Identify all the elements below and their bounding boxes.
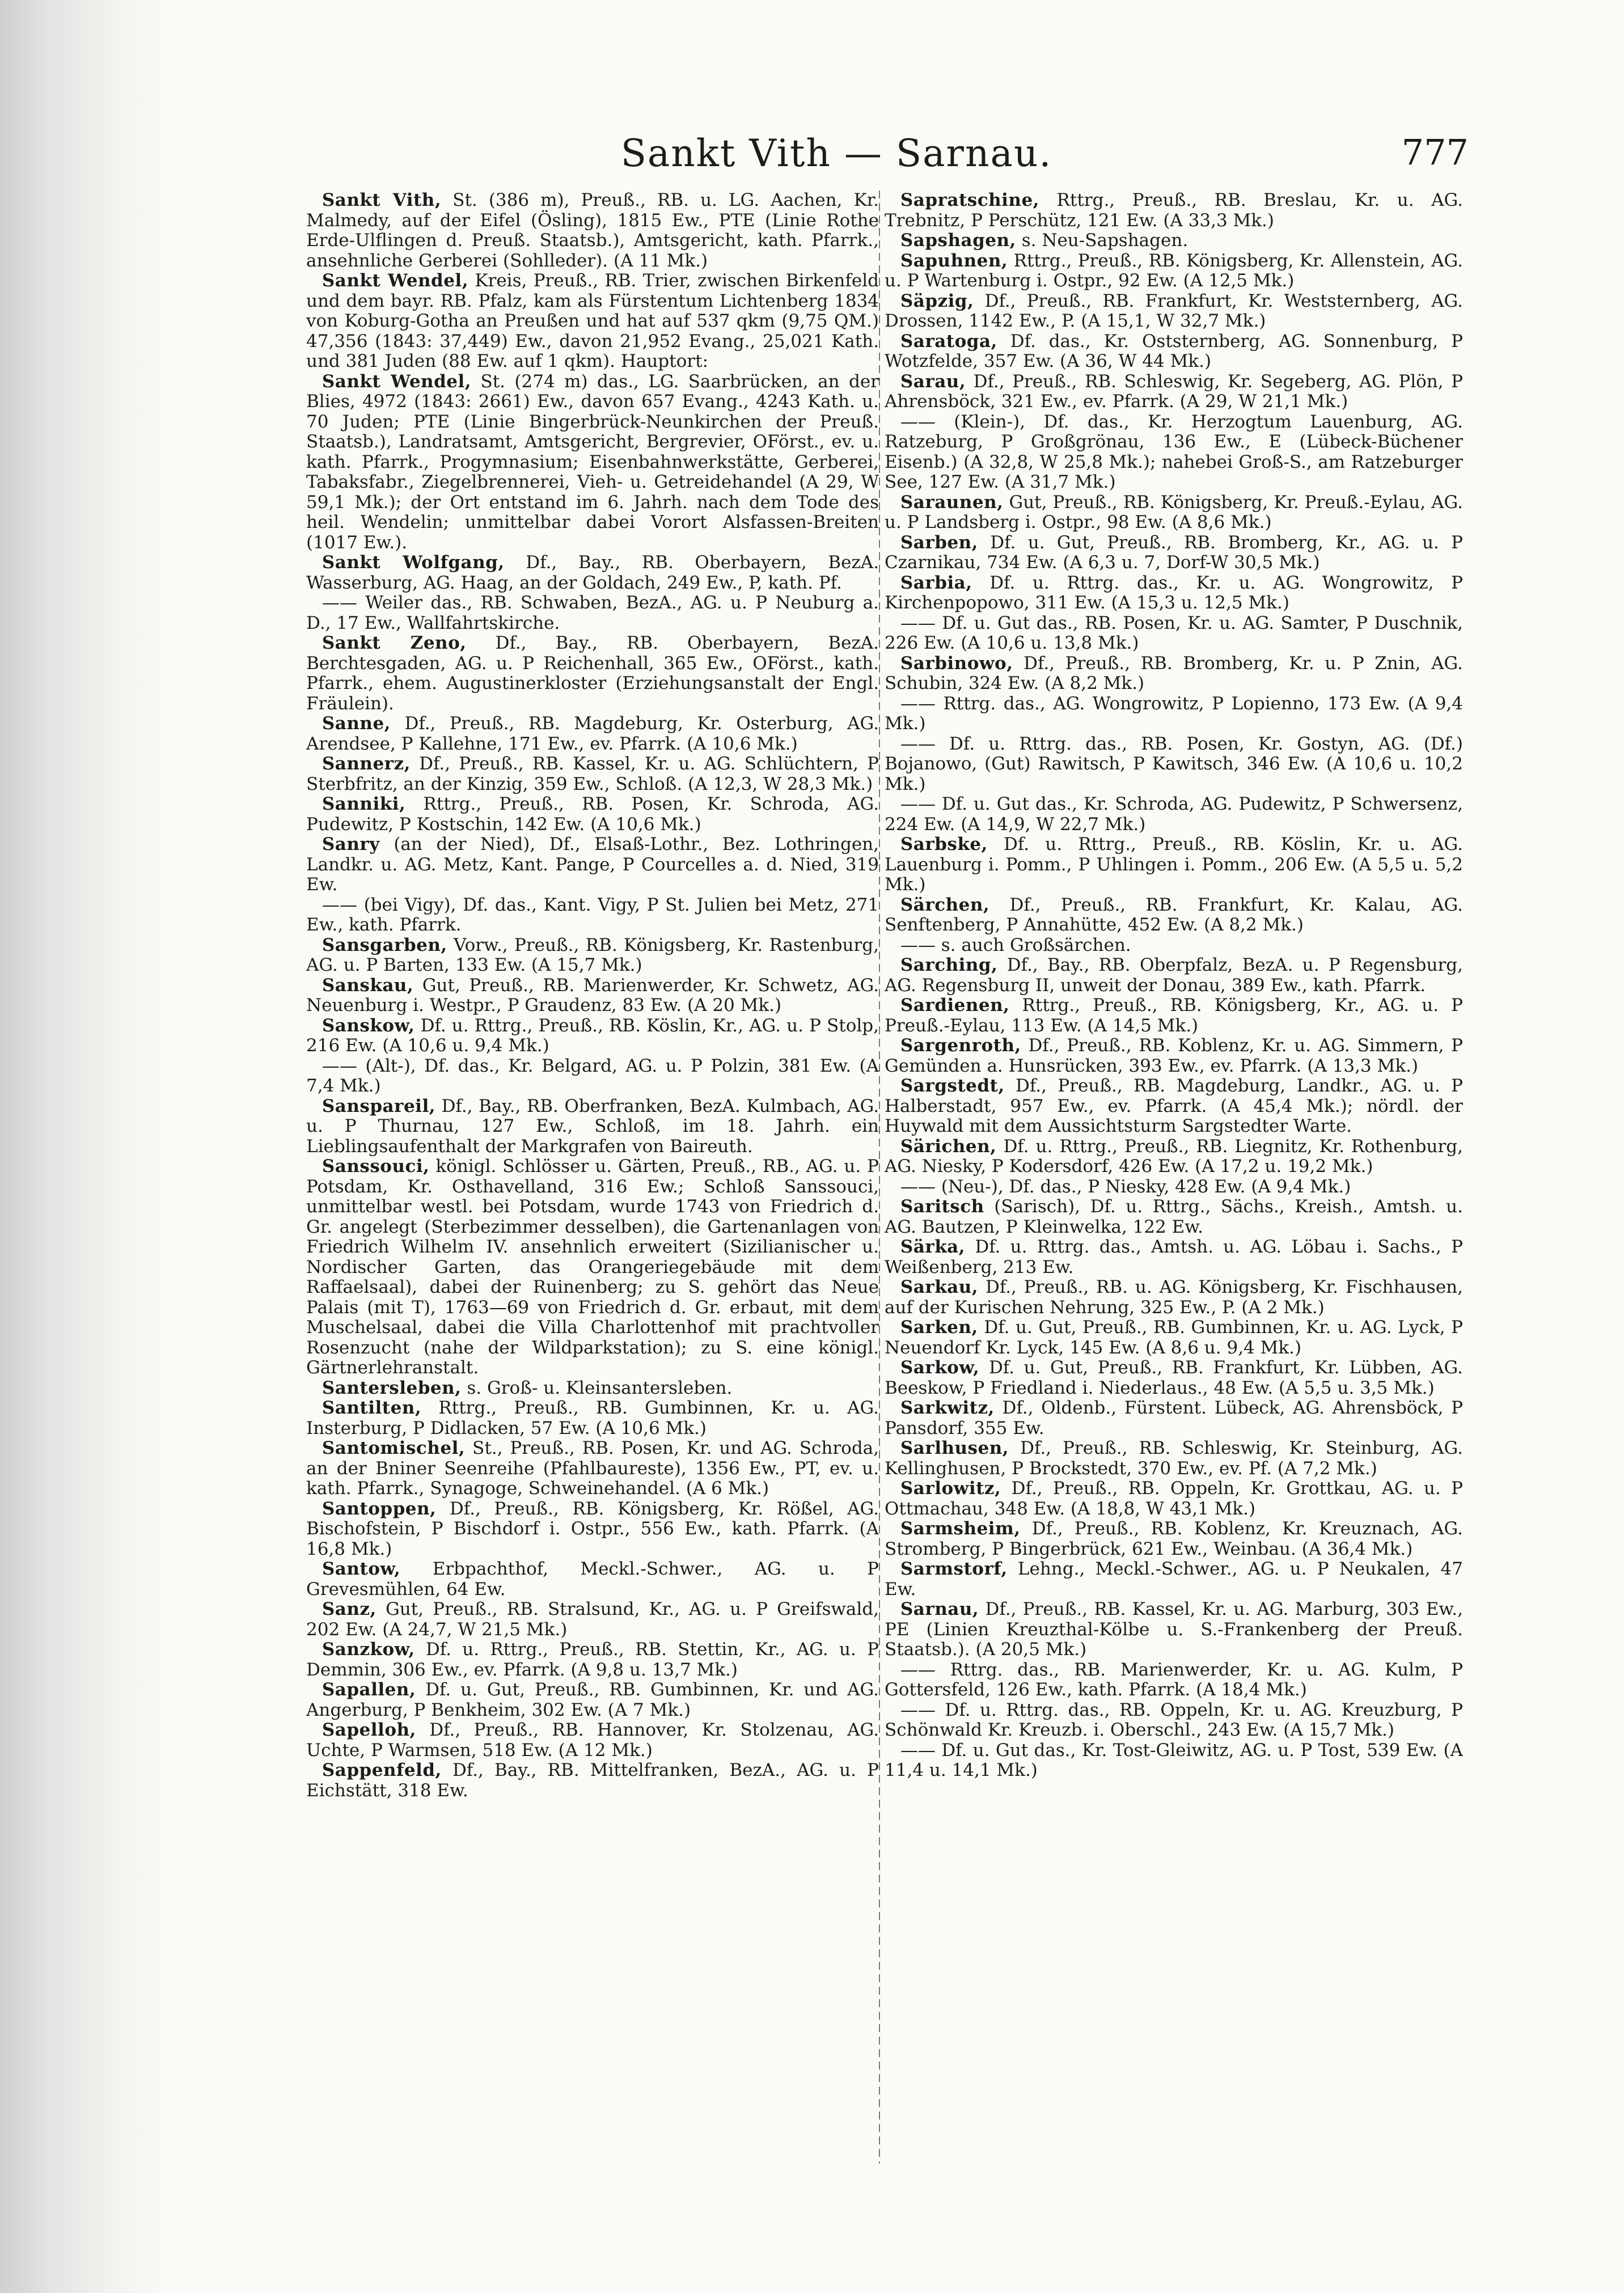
gazetteer-entry [306, 553, 879, 593]
gazetteer-entry [885, 1439, 1463, 1479]
entry-headword: Sapshagen, [900, 230, 1016, 251]
entry-text: Df., Preuß., RB. Magdeburg, Landkr., AG. u. P Halberstadt, 957 Ew., ev. Pfarrk. (A 45,4 Mk.); nördl. der Huywald mit dem Aussichtsturm Sargstedter Warte. [885, 1076, 1463, 1136]
entry-text: St. (274 m) das., LG. Saarbrücken, an der Blies, 4972 (1843: 2661) Ew., davon 657 Evang., 4243 Kath. u. 70 Juden; PTE (Linie Bingerbrück-Neunkirchen der Preuß. Staatsb.), Landratsamt, Amtsgericht, Bergrevier, OFörst., ev. u. kath. Pfarrk., Progymnasium; Eisenbahnwerkstätte, Gerberei, Tabaksfabr., Ziegelbrennerei, Vieh- u. Getreidehandel (A 29, W 59,1 Mk.); der Ort entstand im 6. Jahrh. nach dem Tode des heil. Wendelin; unmittelbar dabei Vorort Alsfassen-Breiten (1017 Ew.). [306, 371, 879, 553]
entry-headword: Sanskau, [322, 975, 414, 996]
entry-text: —— (bei Vigy), Df. das., Kant. Vigy, P St. Julien bei Metz, 271 Ew., kath. Pfarrk. [306, 894, 879, 935]
entry-text: Df., Preuß., RB. Schleswig, Kr. Segeberg, AG. Plön, P Ahrensböck, 321 Ew., ev. Pfarrk. (A 29, W 21,1 Mk.) [885, 371, 1463, 412]
gazetteer-entry [885, 191, 1463, 231]
entry-headword: Sanskow, [322, 1015, 415, 1036]
entry-headword: Sanne, [322, 713, 391, 734]
entry-text: Df., Oldenb., Fürstent. Lübeck, AG. Ahrensböck, P Pansdorf, 355 Ew. [885, 1398, 1463, 1439]
entry-headword: Saritsch [900, 1196, 984, 1217]
gazetteer-entry [885, 1277, 1463, 1318]
gazetteer-entry [885, 654, 1463, 694]
gazetteer-entry [306, 191, 879, 271]
entry-text: —— Df. u. Rttrg. das., RB. Posen, Kr. Gostyn, AG. (Df.) Bojanowo, (Gut) Rawitsch, P Kawitsch, 346 Ew. (A 10,6 u. 10,2 Mk.) [885, 733, 1463, 794]
entry-text: Df. u. Rttrg., Preuß., RB. Liegnitz, Kr. Rothenburg, AG. Niesky, P Kodersdorf, 426 Ew. (A 17,2 u. 19,2 Mk.) [885, 1136, 1463, 1177]
gazetteer-entry [885, 1660, 1463, 1700]
entry-text: (an der Nied), Df., Elsaß-Lothr., Bez. Lothringen, Landkr. u. AG. Metz, Kant. Pange, P Courcelles a. d. Nied, 319 Ew. [306, 834, 879, 895]
entry-headword: Sansgarben, [322, 934, 447, 955]
gazetteer-entry [885, 332, 1463, 372]
page-title: Sankt Vith — Sarnau. [620, 132, 1052, 175]
entry-text: Df., Bay., RB. Oberpfalz, BezA. u. P Regensburg, AG. Regensburg II, unweit der Donau, 389 Ew., kath. Pfarrk. [885, 955, 1463, 996]
entry-text: Df., Bay., RB. Oberfranken, BezA. Kulmbach, AG. u. P Thurnau, 127 Ew., Schloß, im 18. Jahrh. ein Lieblingsaufenthalt der Markgrafen von Baireuth. [306, 1095, 879, 1157]
entry-headword: Särichen, [900, 1136, 997, 1157]
entry-headword: Sankt Vith, [322, 191, 442, 210]
entry-text: Df., Preuß., RB. Koblenz, Kr. u. AG. Simmern, P Gemünden a. Hunsrücken, 393 Ew., ev. Pfarrk. (A 13,3 Mk.) [885, 1035, 1463, 1076]
entry-text: Df., Preuß., RB. Königsberg, Kr. Rößel, AG. Bischofstein, P Bischdorf i. Ostpr., 556 Ew., kath. Pfarrk. (A 16,8 Mk.) [306, 1498, 879, 1559]
entry-headword: Sarbinowo, [900, 653, 1013, 674]
entry-headword: Sappenfeld, [322, 1760, 442, 1780]
gazetteer-entry [885, 614, 1463, 654]
entry-headword: Sankt Wendel, [322, 270, 468, 291]
entry-headword: Sankt Wendel, [322, 371, 472, 392]
entry-text: Df., Preuß., RB. Hannover, Kr. Stolzenau, AG. Uchte, P Warmsen, 518 Ew. (A 12 Mk.) [306, 1720, 879, 1761]
entry-text: Df. u. Gut, Preuß., RB. Gumbinnen, Kr. u. AG. Lyck, P Neuendorf Kr. Lyck, 145 Ew. (A 8,6 u. 9,4 Mk.) [885, 1317, 1463, 1358]
left-column [306, 191, 879, 2260]
entry-text: Df. u. Rttrg. das., Kr. u. AG. Wongrowitz, P Kirchenpopowo, 311 Ew. (A 15,3 u. 12,5 Mk.) [885, 572, 1463, 613]
gazetteer-entry [306, 835, 879, 895]
entry-headword: Sanssouci, [322, 1156, 430, 1177]
entry-text: —— (Klein-), Df. das., Kr. Herzogtum Lauenburg, AG. Ratzeburg, P Großgrönau, 136 Ew., E (Lübeck-Büchener Eisenb.) (A 32,8, W 25,8 Mk.); nahebei Groß-S., am Ratzeburger See, 127 Ew. (A 31,7 Mk.) [885, 411, 1463, 492]
entry-headword: Saraunen, [900, 492, 1004, 513]
entry-text: Gut, Preuß., RB. Stralsund, Kr., AG. u. P Greifswald, 202 Ew. (A 24,7, W 21,5 Mk.) [306, 1599, 879, 1640]
entry-text: Gut, Preuß., RB. Königsberg, Kr. Preuß.-Eylau, AG. u. P Landsberg i. Ostpr., 98 Ew. (A 8,6 Mk.) [885, 492, 1463, 532]
entry-text: Df. das., Kr. Oststernberg, AG. Sonnenburg, P Wotzfelde, 357 Ew. (A 36, W 44 Mk.) [885, 331, 1463, 371]
gazetteer-entry [885, 1700, 1463, 1741]
entry-headword: Sankt Zeno, [322, 633, 467, 653]
gazetteer-entry [306, 976, 879, 1016]
gazetteer-entry [306, 794, 879, 835]
entry-text: Rttrg., Preuß., RB. Gumbinnen, Kr. u. AG. Insterburg, P Didlacken, 57 Ew. (A 10,6 Mk.) [306, 1398, 879, 1439]
gazetteer-entry [306, 1016, 879, 1056]
gazetteer-entry [306, 1378, 879, 1399]
entry-text: —— Weiler das., RB. Schwaben, BezA., AG. u. P Neuburg a. D., 17 Ew., Wallfahrtskirche. [306, 593, 879, 633]
entry-text: königl. Schlösser u. Gärten, Preuß., RB., AG. u. P Potsdam, Kr. Osthavelland, 316 Ew.; Schloß Sanssouci, unmittelbar westl. bei Potsdam, wurde 1743 von Friedrich d. Gr. angelegt (Sterbezimmer desselben), die Gartenanlagen von Friedrich Wilhelm IV. ansehnlich erweitert (Sizilianischer u. Nordischer Garten, das Orangeriegebäude mit dem Raffaelsaal), dabei der Ruinenberg; zu S. gehört das Neue Palais (mit T), 1763—69 von Friedrich d. Gr. erbaut, mit dem Muschelsaal, dabei die Villa Charlottenhof mit prachtvoller Rosenzucht (nahe der Wildparkstation); zu S. eine königl. Gärtnerlehranstalt. [306, 1156, 879, 1378]
entry-headword: Sarmsheim, [900, 1518, 1021, 1539]
entry-text: —— (Neu-), Df. das., P Niesky, 428 Ew. (A 9,4 Mk.) [900, 1176, 1351, 1197]
entry-headword: Sannerz, [322, 754, 411, 774]
entry-headword: Sanniki, [322, 794, 406, 814]
entry-headword: Sarching, [900, 955, 998, 975]
entry-text: Gut, Preuß., RB. Marienwerder, Kr. Schwetz, AG. Neuenburg i. Westpr., P Graudenz, 83 Ew. (A 20 Mk.) [306, 975, 879, 1016]
gazetteer-entry [885, 251, 1463, 291]
gazetteer-entry [885, 1600, 1463, 1660]
entry-text: Df. u. Gut, Preuß., RB. Gumbinnen, Kr. und AG. Angerburg, P Benkheim, 302 Ew. (A 7 Mk.) [306, 1679, 879, 1720]
column-divider [879, 191, 880, 2164]
entry-text: —— s. auch Großsärchen. [900, 934, 1131, 955]
gazetteer-entry [306, 593, 879, 633]
entry-text: Rttrg., Preuß., RB. Königsberg, Kr., AG. u. P Preuß.-Eylau, 113 Ew. (A 14,5 Mk.) [885, 995, 1463, 1036]
gazetteer-entry [306, 1761, 879, 1801]
gazetteer-entry [885, 1197, 1463, 1237]
gazetteer-entry [885, 895, 1463, 936]
gazetteer-entry [306, 1398, 879, 1439]
right-column [885, 191, 1463, 2260]
entry-headword: Santersleben, [322, 1377, 462, 1398]
gazetteer-entry [885, 1318, 1463, 1358]
entry-headword: Sarnau, [900, 1599, 979, 1619]
entry-headword: Sankt Wolfgang, [322, 552, 505, 573]
scan-edge [0, 0, 170, 2293]
gazetteer-entry [885, 291, 1463, 332]
entry-text: —— Df. u. Rttrg. das., RB. Oppeln, Kr. u. AG. Kreuzburg, P Schönwald Kr. Kreuzb. i. Oberschl., 243 Ew. (A 15,7 Mk.) [885, 1699, 1463, 1740]
gazetteer-entry [885, 1137, 1463, 1177]
entry-headword: Santoppen, [322, 1498, 437, 1519]
gazetteer-entry [306, 895, 879, 936]
gazetteer-entry [306, 372, 879, 553]
entry-headword: Sardienen, [900, 995, 1010, 1016]
gazetteer-entry [306, 271, 879, 372]
gazetteer-entry [885, 1036, 1463, 1076]
entry-text: St. (386 m), Preuß., RB. u. LG. Aachen, Kr. Malmedy, auf der Eifel (Ösling), 1815 Ew., PTE (Linie Rothe Erde-Ulflingen d. Preuß. Staatsb.), Amtsgericht, kath. Pfarrk., ansehnliche Gerberei (Sohlleder). (A 11 Mk.) [306, 191, 879, 271]
entry-text: Df., Preuß., RB. Kassel, Kr. u. AG. Marburg, 303 Ew., PE (Linien Kreuzthal-Kölbe u. S.-Frankenberg der Preuß. Staatsb.). (A 20,5 Mk.) [885, 1599, 1463, 1660]
entry-text: (Sarisch), Df. u. Rttrg., Sächs., Kreish., Amtsh. u. AG. Bautzen, P Kleinwelka, 122 Ew. [885, 1196, 1463, 1237]
gazetteer-entry [885, 493, 1463, 533]
gazetteer-entry [885, 835, 1463, 895]
gazetteer-entry [885, 936, 1463, 956]
entry-text: s. Groß- u. Kleinsantersleben. [467, 1377, 733, 1398]
entry-headword: Sarau, [900, 371, 966, 392]
gazetteer-entry [885, 1076, 1463, 1137]
entry-text: Df., Bay., RB. Mittelfranken, BezA., AG. u. P Eichstätt, 318 Ew. [306, 1760, 879, 1801]
entry-text: Lehng., Meckl.-Schwer., AG. u. P Neukalen, 47 Ew. [885, 1559, 1463, 1600]
entry-headword: Sarbske, [900, 834, 988, 854]
entry-text: Df., Preuß., RB. Schleswig, Kr. Steinburg, AG. Kellinghusen, P Brockstedt, 370 Ew., ev. Pf. (A 7,2 Mk.) [885, 1438, 1463, 1479]
entry-headword: Sarkwitz, [900, 1398, 995, 1418]
gazetteer-entry [885, 1358, 1463, 1398]
entry-headword: Sarmstorf, [900, 1559, 1008, 1579]
entry-headword: Sarben, [900, 532, 978, 553]
entry-text: Kreis, Preuß., RB. Trier, zwischen Birkenfeld und dem bayr. RB. Pfalz, kam als Fürstentum Lichtenberg 1834 von Koburg-Gotha an Preußen und hat auf 537 qkm (9,75 QM.) 47,356 (1843: 37,449) Ew., davon 21,952 Evang., 25,021 Kath. und 381 Juden (88 Ew. auf 1 qkm). Hauptort: [306, 270, 879, 371]
gazetteer-entry [306, 1056, 879, 1097]
entry-text: Df., Preuß., RB. Frankfurt, Kr. Kalau, AG. Senftenberg, P Annahütte, 452 Ew. (A 8,2 Mk.) [885, 894, 1463, 935]
entry-headword: Sanz, [322, 1599, 377, 1619]
entry-text: St., Preuß., RB. Posen, Kr. und AG. Schroda, an der Bniner Seenreihe (Pfahlbaureste), 1356 Ew., PT, ev. u. kath. Pfarrk., Synagoge, Schweinehandel. (A 6 Mk.) [306, 1438, 879, 1499]
gazetteer-entry [885, 1237, 1463, 1277]
gazetteer-entry [885, 412, 1463, 493]
page-header [204, 132, 1469, 183]
entry-text: —— Df. u. Gut das., Kr. Schroda, AG. Pudewitz, P Schwersenz, 224 Ew. (A 14,9, W 22,7 Mk.) [885, 794, 1463, 835]
entry-text: —— Rttrg. das., RB. Marienwerder, Kr. u. AG. Kulm, P Gottersfeld, 126 Ew., kath. Pfarrk. (A 18,4 Mk.) [885, 1659, 1463, 1700]
entry-text: Df. u. Rttrg. das., Amtsh. u. AG. Löbau i. Sachs., P Weißenberg, 213 Ew. [885, 1237, 1463, 1277]
entry-text: Df., Bay., RB. Oberbayern, BezA. Wasserburg, AG. Haag, an der Goldach, 249 Ew., P, kath. Pf. [306, 552, 879, 593]
entry-text: Df. u. Rttrg., Preuß., RB. Köslin, Kr., AG. u. P Stolp, 216 Ew. (A 10,6 u. 9,4 Mk.) [306, 1015, 879, 1056]
entry-text: —— Df. u. Gut das., Kr. Tost-Gleiwitz, AG. u. P Tost, 539 Ew. (A 11,4 u. 14,1 Mk.) [885, 1740, 1463, 1780]
entry-text: Df., Preuß., RB. u. AG. Königsberg, Kr. Fischhausen, auf der Kurischen Nehrung, 325 Ew., P. (A 2 Mk.) [885, 1277, 1463, 1318]
gazetteer-entry [306, 1157, 879, 1378]
entry-text: Rttrg., Preuß., RB. Breslau, Kr. u. AG. Trebnitz, P Perschütz, 121 Ew. (A 33,3 Mk.) [885, 191, 1463, 231]
gazetteer-entry [885, 372, 1463, 412]
page-number: 777 [1401, 132, 1469, 173]
entry-text: Df., Preuß., RB. Magdeburg, Kr. Osterburg, AG. Arendsee, P Kallehne, 171 Ew., ev. Pfarrk. (A 10,6 Mk.) [306, 713, 879, 754]
entry-headword: Särka, [900, 1237, 966, 1257]
entry-headword: Sapelloh, [322, 1720, 416, 1740]
entry-text: —— Rttrg. das., AG. Wongrowitz, P Lopienno, 173 Ew. (A 9,4 Mk.) [885, 693, 1463, 734]
gazetteer-entry [885, 955, 1463, 996]
entry-text: Df., Bay., RB. Oberbayern, BezA. Berchtesgaden, AG. u. P Reichenhall, 365 Ew., OFörst., kath. Pfarrk., ehem. Augustinerkloster (Erziehungsanstalt der Engl. Fräulein). [306, 633, 879, 714]
gazetteer-entry [306, 1600, 879, 1640]
entry-headword: Santomischel, [322, 1438, 466, 1458]
entry-text: Rttrg., Preuß., RB. Königsberg, Kr. Allenstein, AG. u. P Wartenburg i. Ostpr., 92 Ew. (A 12,5 Mk.) [885, 250, 1463, 291]
entry-headword: Santow, [322, 1559, 401, 1579]
gazetteer-entry [885, 694, 1463, 734]
gazetteer-entry [885, 1559, 1463, 1600]
gazetteer-entry [885, 231, 1463, 251]
entry-text: Df., Preuß., RB. Oppeln, Kr. Grottkau, AG. u. P Ottmachau, 348 Ew. (A 18,8, W 43,1 Mk.) [885, 1478, 1463, 1519]
entry-text: Rttrg., Preuß., RB. Posen, Kr. Schroda, AG. Pudewitz, P Kostschin, 142 Ew. (A 10,6 Mk.) [306, 794, 879, 835]
gazetteer-entry [306, 754, 879, 794]
gazetteer-entry [885, 1479, 1463, 1519]
entry-text: Erbpachthof, Meckl.-Schwer., AG. u. P Grevesmühlen, 64 Ew. [306, 1559, 879, 1600]
gazetteer-entry [306, 714, 879, 754]
entry-headword: Sarlowitz, [900, 1478, 1001, 1499]
gazetteer-entry [306, 1720, 879, 1761]
entry-text: —— Df. u. Gut das., RB. Posen, Kr. u. AG. Samter, P Duschnik, 226 Ew. (A 10,6 u. 13,8 Mk.) [885, 612, 1463, 653]
gazetteer-entry [885, 1177, 1463, 1198]
gazetteer-entry [885, 996, 1463, 1036]
gazetteer-entry [306, 1680, 879, 1720]
gazetteer-entry [306, 936, 879, 976]
gazetteer-entry [885, 794, 1463, 835]
gazetteer-entry [306, 633, 879, 714]
gazetteer-entry [306, 1499, 879, 1560]
entry-headword: Sapuhnen, [900, 250, 1008, 271]
gazetteer-entry [885, 1741, 1463, 1781]
entry-headword: Sanspareil, [322, 1095, 436, 1116]
entry-headword: Santilten, [322, 1398, 422, 1418]
entry-text: Df., Preuß., RB. Bromberg, Kr. u. P Znin, AG. Schubin, 324 Ew. (A 8,2 Mk.) [885, 653, 1463, 693]
gazetteer-entry [885, 533, 1463, 573]
entry-text: Df., Preuß., RB. Frankfurt, Kr. Weststernberg, AG. Drossen, 1142 Ew., P. (A 15,1, W 32,7 Mk.) [885, 290, 1463, 331]
entry-text: Df. u. Gut, Preuß., RB. Bromberg, Kr., AG. u. P Czarnikau, 734 Ew. (A 6,3 u. 7, Dorf-W 30,5 Mk.) [885, 532, 1463, 573]
entry-headword: Sarkau, [900, 1277, 979, 1297]
gazetteer-entry [885, 1519, 1463, 1559]
entry-text: Df. u. Rttrg., Preuß., RB. Stettin, Kr., AG. u. P Demmin, 306 Ew., ev. Pfarrk. (A 9,8 u. 13,7 Mk.) [306, 1639, 879, 1680]
entry-headword: Sapratschine, [900, 191, 1039, 210]
gazetteer-entry [885, 1398, 1463, 1439]
entry-headword: Sapallen, [322, 1679, 416, 1700]
entry-text: Df., Preuß., RB. Koblenz, Kr. Kreuznach, AG. Stromberg, P Bingerbrück, 621 Ew., Weinbau. (A 36,4 Mk.) [885, 1518, 1463, 1559]
entry-text: Df., Preuß., RB. Kassel, Kr. u. AG. Schlüchtern, P Sterbfritz, an der Kinzig, 359 Ew., Schloß. (A 12,3, W 28,3 Mk.) [306, 754, 879, 794]
entry-headword: Sarkow, [900, 1357, 980, 1378]
gazetteer-entry [885, 573, 1463, 614]
gazetteer-entry [885, 734, 1463, 795]
entry-headword: Sarken, [900, 1317, 978, 1338]
entry-headword: Säpzig, [900, 290, 974, 311]
entry-headword: Sarbia, [900, 572, 972, 593]
entry-headword: Sanzkow, [322, 1639, 415, 1660]
entry-text: Df. u. Gut, Preuß., RB. Frankfurt, Kr. Lübben, AG. Beeskow, P Friedland i. Niederlaus., 48 Ew. (A 5,5 u. 3,5 Mk.) [885, 1357, 1463, 1398]
gazetteer-entry [306, 1559, 879, 1600]
entry-headword: Sanry [322, 834, 380, 854]
entry-text: —— (Alt-), Df. das., Kr. Belgard, AG. u. P Polzin, 381 Ew. (A 7,4 Mk.) [306, 1055, 879, 1096]
entry-text: Df. u. Rttrg., Preuß., RB. Köslin, Kr. u. AG. Lauenburg i. Pomm., P Uhlingen i. Pomm., 206 Ew. (A 5,5 u. 5,2 Mk.) [885, 834, 1463, 895]
entry-text: s. Neu-Sapshagen. [1021, 230, 1189, 251]
entry-text: Vorw., Preuß., RB. Königsberg, Kr. Rastenburg, AG. u. P Barten, 133 Ew. (A 15,7 Mk.) [306, 934, 879, 975]
entry-headword: Sargstedt, [900, 1076, 1005, 1096]
gazetteer-entry [306, 1640, 879, 1680]
entry-headword: Sargenroth, [900, 1035, 1021, 1056]
entry-headword: Sarlhusen, [900, 1438, 1009, 1458]
gazetteer-entry [306, 1097, 879, 1157]
entry-headword: Saratoga, [900, 331, 997, 352]
gazetteer-entry [306, 1439, 879, 1499]
entry-headword: Särchen, [900, 894, 990, 915]
